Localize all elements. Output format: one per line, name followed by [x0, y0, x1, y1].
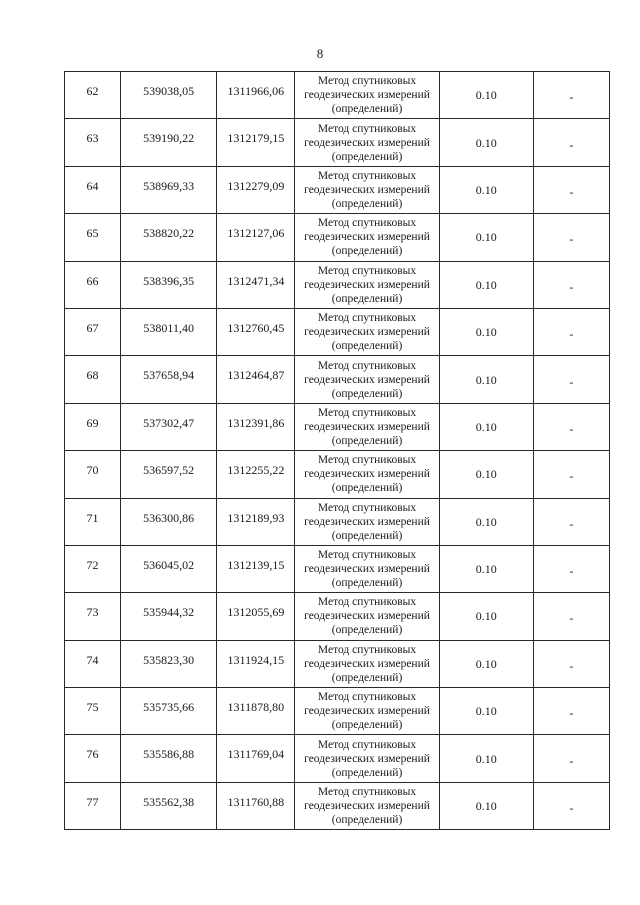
- table-row: [65, 545, 610, 592]
- method-line: Метод спутниковых: [317, 169, 417, 182]
- method-line: Метод спутниковых: [317, 643, 417, 656]
- y-coordinate: 1312279,09: [227, 178, 285, 193]
- method-cell: [295, 356, 439, 403]
- point-number-cell: [65, 308, 121, 355]
- x-coordinate-cell: [121, 72, 217, 119]
- point-number-cell: [65, 782, 121, 829]
- accuracy-cell: [439, 214, 533, 261]
- method-line: Метод спутниковых: [317, 217, 417, 230]
- x-coordinate: 535735,66: [143, 700, 195, 715]
- method-line: (определений): [331, 671, 403, 684]
- note-value: -: [569, 90, 574, 105]
- x-coordinate-cell: [121, 451, 217, 498]
- method-line: геодезических измерений: [304, 468, 430, 481]
- point-number-cell: [65, 166, 121, 213]
- method-line: Метод спутниковых: [317, 596, 417, 609]
- table-row: [65, 356, 610, 403]
- method-line: (определений): [331, 529, 403, 542]
- y-coordinate: 1312139,15: [227, 557, 285, 572]
- note-cell: [533, 214, 609, 261]
- table-row: [65, 782, 610, 829]
- accuracy-cell: [439, 119, 533, 166]
- note-value: -: [569, 421, 574, 436]
- note-value: -: [569, 327, 574, 342]
- note-value: -: [569, 801, 574, 816]
- method-line: (определений): [331, 719, 403, 732]
- table-row: [65, 119, 610, 166]
- note-value: -: [569, 658, 574, 673]
- note-cell: [533, 403, 609, 450]
- method-cell: [295, 688, 439, 735]
- x-coordinate: 535562,38: [143, 794, 195, 809]
- method-cell: [295, 403, 439, 450]
- y-coordinate-cell: [217, 498, 295, 545]
- method-cell: [295, 451, 439, 498]
- point-number: 67: [86, 320, 99, 335]
- note-cell: [533, 72, 609, 119]
- accuracy-value: 0.10: [475, 135, 497, 150]
- accuracy-cell: [439, 593, 533, 640]
- note-cell: [533, 308, 609, 355]
- accuracy-cell: [439, 451, 533, 498]
- point-number: 68: [86, 368, 99, 383]
- method-line: геодезических измерений: [304, 231, 430, 244]
- note-cell: [533, 593, 609, 640]
- method-line: геодезических измерений: [304, 373, 430, 386]
- point-number-cell: [65, 593, 121, 640]
- accuracy-cell: [439, 356, 533, 403]
- note-value: -: [569, 184, 574, 199]
- accuracy-cell: [439, 545, 533, 592]
- note-cell: [533, 545, 609, 592]
- x-coordinate-cell: [121, 403, 217, 450]
- method-line: (определений): [331, 482, 403, 495]
- method-line: (определений): [331, 197, 403, 210]
- x-coordinate-cell: [121, 498, 217, 545]
- accuracy-cell: [439, 640, 533, 687]
- x-coordinate: 535944,32: [143, 605, 195, 620]
- method-line: Метод спутниковых: [317, 406, 417, 419]
- accuracy-value: 0.10: [475, 704, 497, 719]
- y-coordinate-cell: [217, 214, 295, 261]
- method-line: (определений): [331, 434, 403, 447]
- method-line: Метод спутниковых: [317, 786, 417, 799]
- point-number: 64: [86, 178, 99, 193]
- table-row: [65, 261, 610, 308]
- table-row: [65, 593, 610, 640]
- point-number-cell: [65, 451, 121, 498]
- table-row: [65, 166, 610, 213]
- method-cell: [295, 214, 439, 261]
- y-coordinate-cell: [217, 640, 295, 687]
- x-coordinate-cell: [121, 308, 217, 355]
- y-coordinate-cell: [217, 782, 295, 829]
- table-row: [65, 403, 610, 450]
- accuracy-cell: [439, 688, 533, 735]
- accuracy-cell: [439, 498, 533, 545]
- accuracy-value: 0.10: [475, 419, 497, 434]
- y-coordinate: 1312464,87: [227, 368, 285, 383]
- method-line: (определений): [331, 340, 403, 353]
- x-coordinate: 536597,52: [143, 463, 195, 478]
- method-cell: [295, 498, 439, 545]
- y-coordinate-cell: [217, 593, 295, 640]
- x-coordinate-cell: [121, 119, 217, 166]
- point-number-cell: [65, 119, 121, 166]
- point-number: 76: [86, 747, 99, 762]
- method-line: геодезических измерений: [304, 610, 430, 623]
- method-cell: [295, 735, 439, 782]
- accuracy-value: 0.10: [475, 751, 497, 766]
- y-coordinate-cell: [217, 451, 295, 498]
- x-coordinate: 538396,35: [143, 273, 195, 288]
- note-cell: [533, 166, 609, 213]
- x-coordinate: 538011,40: [143, 320, 194, 335]
- accuracy-cell: [439, 735, 533, 782]
- y-coordinate-cell: [217, 735, 295, 782]
- note-value: -: [569, 516, 574, 531]
- method-cell: [295, 166, 439, 213]
- point-number: 65: [86, 226, 99, 241]
- table-row: [65, 640, 610, 687]
- y-coordinate: 1312255,22: [227, 463, 285, 478]
- y-coordinate: 1312179,15: [227, 131, 285, 146]
- accuracy-value: 0.10: [475, 372, 497, 387]
- method-cell: [295, 545, 439, 592]
- x-coordinate: 538820,22: [143, 226, 195, 241]
- method-line: геодезических измерений: [304, 136, 430, 149]
- method-line: (определений): [331, 387, 403, 400]
- y-coordinate: 1311878,80: [227, 700, 285, 715]
- x-coordinate: 537302,47: [143, 415, 195, 430]
- method-line: Метод спутниковых: [317, 75, 417, 88]
- accuracy-value: 0.10: [475, 609, 497, 624]
- x-coordinate: 539038,05: [143, 84, 195, 98]
- point-number-cell: [65, 640, 121, 687]
- accuracy-value: 0.10: [475, 656, 497, 671]
- method-line: геодезических измерений: [304, 563, 430, 576]
- x-coordinate-cell: [121, 640, 217, 687]
- method-line: геодезических измерений: [304, 420, 430, 433]
- accuracy-value: 0.10: [475, 230, 497, 245]
- point-number-cell: [65, 403, 121, 450]
- method-cell: [295, 782, 439, 829]
- method-line: Метод спутниковых: [317, 122, 417, 135]
- accuracy-value: 0.10: [475, 467, 497, 482]
- method-cell: [295, 593, 439, 640]
- x-coordinate-cell: [121, 735, 217, 782]
- y-coordinate-cell: [217, 545, 295, 592]
- note-cell: [533, 119, 609, 166]
- method-line: (определений): [331, 577, 403, 590]
- method-line: (определений): [331, 766, 403, 779]
- method-line: (определений): [331, 814, 403, 827]
- accuracy-cell: [439, 166, 533, 213]
- accuracy-value: 0.10: [475, 277, 497, 292]
- x-coordinate-cell: [121, 214, 217, 261]
- method-line: геодезических измерений: [304, 278, 430, 291]
- table-row: [65, 735, 610, 782]
- note-cell: [533, 356, 609, 403]
- point-number: 72: [86, 557, 99, 572]
- table-row: [65, 688, 610, 735]
- y-coordinate-cell: [217, 119, 295, 166]
- x-coordinate: 537658,94: [143, 368, 195, 383]
- note-cell: [533, 640, 609, 687]
- point-number: 63: [86, 131, 99, 146]
- x-coordinate-cell: [121, 688, 217, 735]
- note-value: -: [569, 137, 574, 152]
- note-cell: [533, 782, 609, 829]
- point-number-cell: [65, 688, 121, 735]
- note-value: -: [569, 469, 574, 484]
- method-line: (определений): [331, 103, 403, 116]
- y-coordinate: 1312189,93: [227, 510, 285, 525]
- method-cell: [295, 72, 439, 119]
- point-number-cell: [65, 735, 121, 782]
- method-line: Метод спутниковых: [317, 359, 417, 372]
- table-body: [65, 72, 610, 830]
- coordinates-table: [64, 71, 610, 830]
- point-number: 71: [86, 510, 99, 525]
- method-line: геодезических измерений: [304, 705, 430, 718]
- point-number: 74: [86, 652, 99, 667]
- accuracy-value: 0.10: [475, 799, 497, 814]
- accuracy-cell: [439, 261, 533, 308]
- x-coordinate-cell: [121, 166, 217, 213]
- note-value: -: [569, 706, 574, 721]
- y-coordinate: 1312760,45: [227, 320, 285, 335]
- y-coordinate: 1311966,06: [227, 84, 285, 98]
- method-cell: [295, 119, 439, 166]
- method-line: геодезических измерений: [304, 515, 430, 528]
- accuracy-value: 0.10: [475, 182, 497, 197]
- accuracy-value: 0.10: [475, 88, 497, 103]
- note-cell: [533, 498, 609, 545]
- accuracy-cell: [439, 72, 533, 119]
- y-coordinate-cell: [217, 403, 295, 450]
- y-coordinate-cell: [217, 261, 295, 308]
- x-coordinate: 539190,22: [143, 131, 195, 146]
- note-cell: [533, 735, 609, 782]
- y-coordinate: 1311760,88: [227, 794, 285, 809]
- x-coordinate: 535586,88: [143, 747, 195, 762]
- y-coordinate: 1312391,86: [227, 415, 285, 430]
- x-coordinate: 536300,86: [143, 510, 195, 525]
- method-line: (определений): [331, 150, 403, 163]
- accuracy-value: 0.10: [475, 325, 497, 340]
- x-coordinate-cell: [121, 782, 217, 829]
- y-coordinate: 1311769,04: [227, 747, 285, 762]
- note-value: -: [569, 753, 574, 768]
- y-coordinate: 1312127,06: [227, 226, 285, 241]
- x-coordinate: 535823,30: [143, 652, 195, 667]
- accuracy-cell: [439, 308, 533, 355]
- table-row: [65, 451, 610, 498]
- point-number: 69: [86, 415, 99, 430]
- y-coordinate-cell: [217, 166, 295, 213]
- y-coordinate: 1311924,15: [227, 652, 285, 667]
- note-cell: [533, 261, 609, 308]
- method-line: Метод спутниковых: [317, 454, 417, 467]
- accuracy-value: 0.10: [475, 514, 497, 529]
- method-cell: [295, 640, 439, 687]
- method-line: Метод спутниковых: [317, 501, 417, 514]
- point-number: 75: [86, 700, 99, 715]
- y-coordinate-cell: [217, 356, 295, 403]
- method-line: Метод спутниковых: [317, 264, 417, 277]
- method-cell: [295, 261, 439, 308]
- x-coordinate-cell: [121, 593, 217, 640]
- table-row: [65, 72, 610, 119]
- method-line: Метод спутниковых: [317, 691, 417, 704]
- note-cell: [533, 451, 609, 498]
- point-number-cell: [65, 214, 121, 261]
- y-coordinate: 1312471,34: [227, 273, 285, 288]
- method-line: геодезических измерений: [304, 183, 430, 196]
- note-value: -: [569, 279, 574, 294]
- point-number: 73: [86, 605, 99, 620]
- method-line: (определений): [331, 292, 403, 305]
- point-number-cell: [65, 498, 121, 545]
- note-value: -: [569, 611, 574, 626]
- y-coordinate-cell: [217, 308, 295, 355]
- point-number: 66: [86, 273, 99, 288]
- point-number: 70: [86, 463, 99, 478]
- page-number: 8: [316, 46, 324, 61]
- method-line: геодезических измерений: [304, 752, 430, 765]
- note-value: -: [569, 564, 574, 579]
- method-line: Метод спутниковых: [317, 549, 417, 562]
- x-coordinate: 536045,02: [143, 557, 195, 572]
- method-line: геодезических измерений: [304, 800, 430, 813]
- method-line: Метод спутниковых: [317, 738, 417, 751]
- table-row: [65, 498, 610, 545]
- point-number-cell: [65, 545, 121, 592]
- x-coordinate-cell: [121, 261, 217, 308]
- point-number-cell: [65, 261, 121, 308]
- y-coordinate: 1312055,69: [227, 605, 285, 620]
- y-coordinate-cell: [217, 72, 295, 119]
- accuracy-cell: [439, 782, 533, 829]
- method-line: геодезических измерений: [304, 657, 430, 670]
- accuracy-cell: [439, 403, 533, 450]
- note-value: -: [569, 374, 574, 389]
- x-coordinate: 538969,33: [143, 178, 195, 193]
- note-value: -: [569, 232, 574, 247]
- point-number: 77: [86, 794, 99, 809]
- point-number-cell: [65, 72, 121, 119]
- method-line: (определений): [331, 245, 403, 258]
- method-line: геодезических измерений: [304, 326, 430, 339]
- x-coordinate-cell: [121, 545, 217, 592]
- accuracy-value: 0.10: [475, 562, 497, 577]
- method-cell: [295, 308, 439, 355]
- table-row: [65, 214, 610, 261]
- method-line: геодезических измерений: [304, 89, 430, 102]
- method-line: Метод спутниковых: [317, 312, 417, 325]
- note-cell: [533, 688, 609, 735]
- y-coordinate-cell: [217, 688, 295, 735]
- method-line: (определений): [331, 624, 403, 637]
- point-number-cell: [65, 356, 121, 403]
- point-number: 62: [86, 84, 99, 98]
- table-row: [65, 308, 610, 355]
- x-coordinate-cell: [121, 356, 217, 403]
